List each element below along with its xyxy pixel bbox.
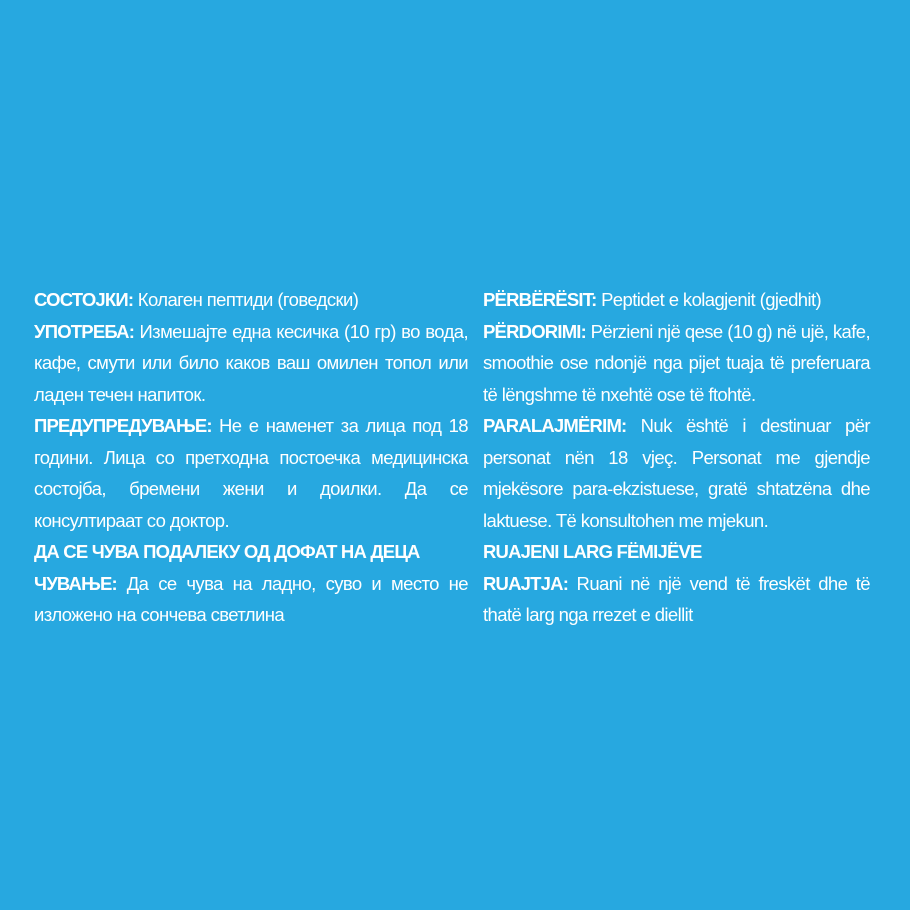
ingredients-section-sq bbox=[483, 284, 870, 316]
ingredients-section-mk bbox=[34, 284, 468, 316]
children-warning-sq: RUAJENI LARG FËMIJËVE bbox=[483, 541, 702, 562]
storage-section-sq bbox=[483, 568, 870, 631]
storage-label-sq: RUAJTJA: bbox=[483, 572, 569, 594]
warning-label-sq: PARALAJMËRIM: bbox=[483, 415, 627, 436]
ingredients-text-mk: Колаген пептиди (говедски) bbox=[133, 289, 359, 310]
warning-section-sq bbox=[483, 410, 870, 536]
macedonian-column bbox=[34, 284, 468, 631]
storage-section-mk bbox=[34, 568, 468, 631]
usage-text-sq: Përzieni një qese (10 g) në ujë, kafe, smoothie ose ndonjë nga pijet tuaja të preferuara të lëngshme të nxehtë ose të ftohtë. bbox=[483, 320, 870, 405]
warning-label-mk: ПРЕДУПРЕДУВАЊЕ: bbox=[34, 415, 212, 436]
warning-section-mk bbox=[34, 410, 468, 536]
usage-section-mk bbox=[34, 316, 468, 411]
usage-label-mk: УПОТРЕБА: bbox=[34, 320, 135, 342]
storage-text-mk: Да се чува на ладно, суво и место не изложено на сончева светлина bbox=[34, 572, 468, 625]
children-warning-mk: ДА СЕ ЧУВА ПОДАЛЕКУ ОД ДОФАТ НА ДЕЦА bbox=[34, 541, 420, 562]
storage-text-sq: Ruani në një vend të freskët dhe të thatë larg nga rrezet e diellit bbox=[483, 572, 870, 625]
warning-text-mk: Не е наменет за лица под 18 години. Лица со претходна постоечка медицинска состојба, бремени жени и доилки. Да се консултираат со доктор. bbox=[34, 415, 468, 531]
usage-text-mk: Измешајте една кесичка (10 гр) во вода, кафе, смути или било каков ваш омилен топол или ладен течен напиток. bbox=[34, 320, 468, 405]
albanian-column bbox=[483, 284, 870, 631]
ingredients-text-sq: Peptidet e kolagjenit (gjedhit) bbox=[596, 289, 822, 310]
ingredients-label-mk: СОСТОЈКИ: bbox=[34, 289, 134, 310]
usage-label-sq: PËRDORIMI: bbox=[483, 320, 587, 342]
storage-label-mk: ЧУВАЊЕ: bbox=[34, 572, 117, 594]
ingredients-label-sq: PËRBËRËSIT: bbox=[483, 289, 597, 310]
label-text-panel bbox=[34, 284, 870, 631]
warning-text-sq: Nuk është i destinuar për personat nën 18 vjeç. Personat me gjendje mjekësore para-ekzistuese, gratë shtatzëna dhe laktuese. Të konsultohen me mjekun. bbox=[483, 415, 870, 531]
usage-section-sq bbox=[483, 316, 870, 411]
